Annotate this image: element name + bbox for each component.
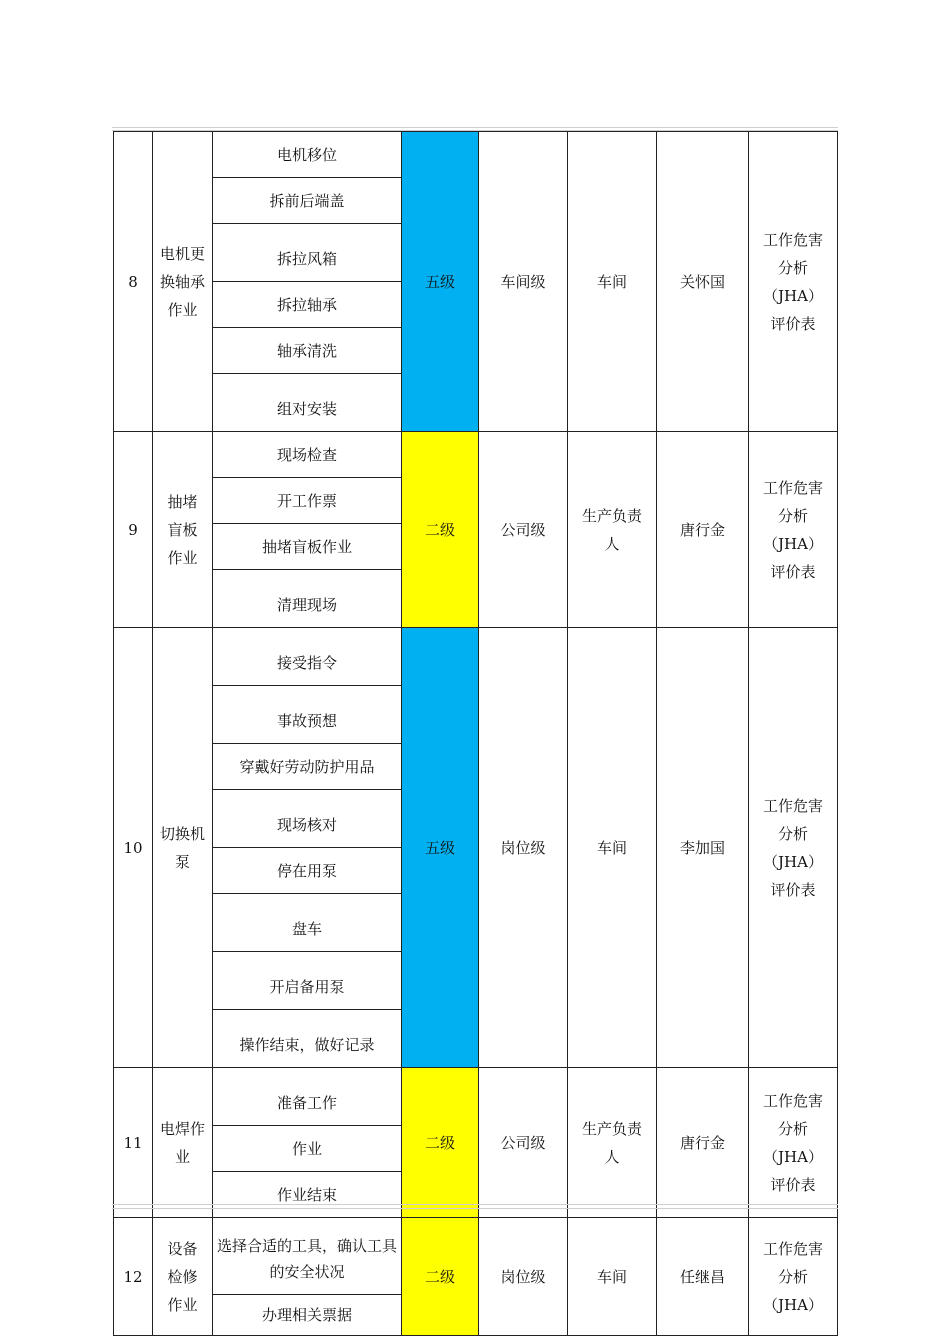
control-level: 公司级 (479, 432, 568, 628)
step-cell: 盘车 (213, 894, 402, 952)
task-name: 设备 检修 作业 (153, 1218, 213, 1336)
control-level: 公司级 (479, 1068, 568, 1218)
step-cell: 穿戴好劳动防护用品 (213, 744, 402, 790)
step-cell: 开工作票 (213, 478, 402, 524)
risk-level-badge: 二级 (402, 1068, 479, 1218)
step-cell: 事故预想 (213, 686, 402, 744)
step-cell: 现场检查 (213, 432, 402, 478)
task-name: 切换机 泵 (153, 628, 213, 1068)
reference-doc: 工作危害 分析 （JHA） 评价表 (749, 432, 838, 628)
reference-doc: 工作危害 分析 （JHA） 评价表 (749, 1068, 838, 1218)
task-name: 电机更 换轴承 作业 (153, 132, 213, 432)
responsible-person: 唐行金 (657, 1068, 749, 1218)
step-cell: 轴承清洗 (213, 328, 402, 374)
reference-doc: 工作危害 分析 （JHA） 评价表 (749, 628, 838, 1068)
row-number: 8 (114, 132, 153, 432)
responsible-person: 任继昌 (657, 1218, 749, 1336)
step-cell: 清理现场 (213, 570, 402, 628)
step-cell: 准备工作 (213, 1068, 402, 1126)
responsible-unit: 生产负责 人 (568, 432, 657, 628)
task-name: 抽堵 盲板 作业 (153, 432, 213, 628)
step-cell: 电机移位 (213, 132, 402, 178)
control-level: 岗位级 (479, 628, 568, 1068)
responsible-person: 李加国 (657, 628, 749, 1068)
risk-level-badge: 五级 (402, 628, 479, 1068)
row-number: 10 (114, 628, 153, 1068)
step-cell: 作业结束 (213, 1172, 402, 1218)
jha-table (113, 131, 838, 1336)
responsible-unit: 车间 (568, 1218, 657, 1336)
reference-doc: 工作危害 分析 （JHA） (749, 1218, 838, 1336)
control-level: 车间级 (479, 132, 568, 432)
step-cell: 办理相关票据 (213, 1295, 402, 1336)
step-cell: 现场核对 (213, 790, 402, 848)
row-number: 11 (114, 1068, 153, 1218)
step-cell: 开启备用泵 (213, 952, 402, 1010)
reference-doc: 工作危害 分析 （JHA） 评价表 (749, 132, 838, 432)
step-cell: 选择合适的工具，确认工具的安全状况 (213, 1218, 402, 1295)
step-cell: 停在用泵 (213, 848, 402, 894)
responsible-person: 关怀国 (657, 132, 749, 432)
step-cell: 拆拉轴承 (213, 282, 402, 328)
table-row (114, 1068, 838, 1126)
table-row (114, 1218, 838, 1295)
risk-level-badge: 二级 (402, 432, 479, 628)
row-number: 12 (114, 1218, 153, 1336)
step-cell: 作业 (213, 1126, 402, 1172)
responsible-unit: 车间 (568, 132, 657, 432)
step-cell: 接受指令 (213, 628, 402, 686)
row-number: 9 (114, 432, 153, 628)
step-cell: 拆前后端盖 (213, 178, 402, 224)
responsible-unit: 车间 (568, 628, 657, 1068)
risk-level-badge: 五级 (402, 132, 479, 432)
step-cell: 拆拉风箱 (213, 224, 402, 282)
responsible-person: 唐行金 (657, 432, 749, 628)
control-level: 岗位级 (479, 1218, 568, 1336)
table-frame-bottom (112, 1204, 838, 1209)
responsible-unit: 生产负责 人 (568, 1068, 657, 1218)
step-cell: 抽堵盲板作业 (213, 524, 402, 570)
step-cell: 操作结束，做好记录 (213, 1010, 402, 1068)
table-row (114, 628, 838, 686)
risk-level-badge: 二级 (402, 1218, 479, 1336)
task-name: 电焊作 业 (153, 1068, 213, 1218)
step-cell: 组对安装 (213, 374, 402, 432)
table-row (114, 132, 838, 178)
table-row (114, 432, 838, 478)
